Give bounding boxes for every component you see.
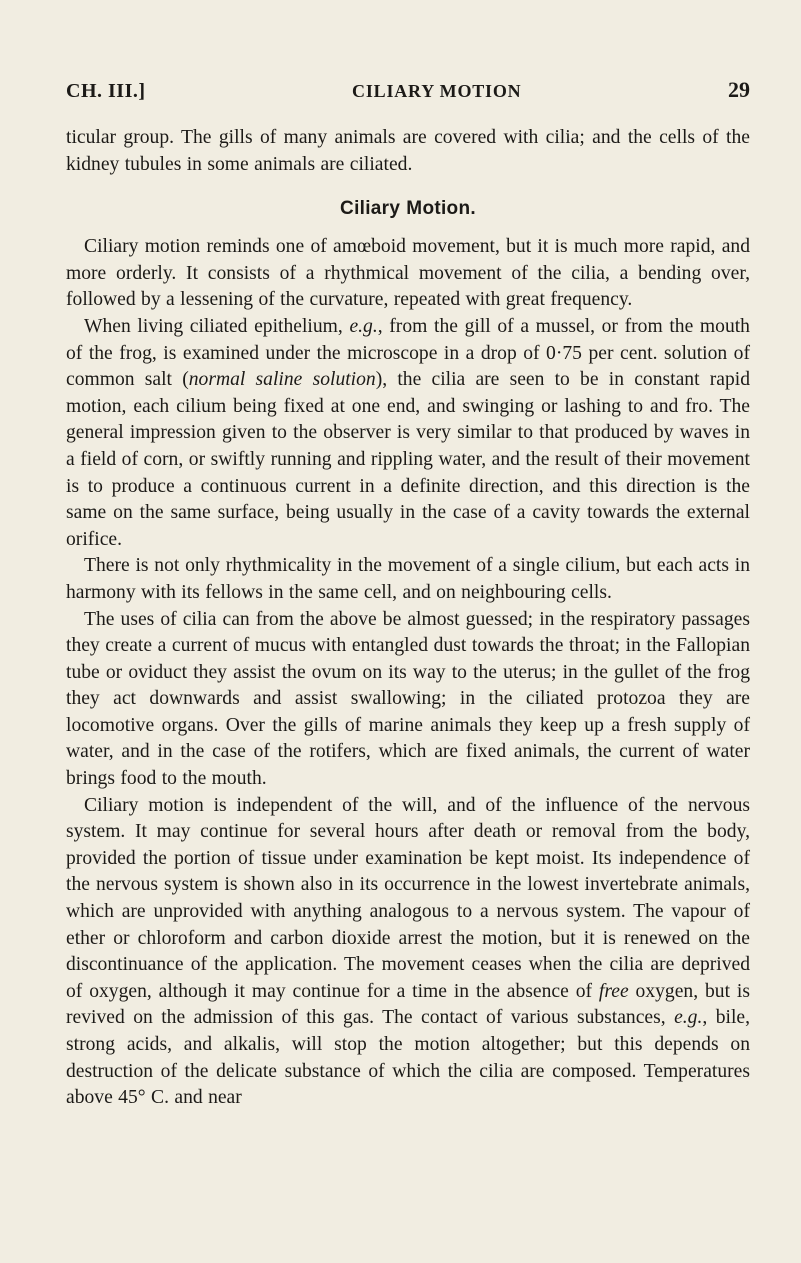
running-title: CILIARY MOTION xyxy=(352,81,522,101)
paragraph-text: When living ciliated epithelium, xyxy=(84,315,350,337)
paragraph-ciliary-motion-definition: Ciliary motion reminds one of amœboid movement, but it is much more rapid, and more orderly. It consists of a rhythmical movement of the cilia, a bending over, followed by a lessening of the curvature, repeated with great frequency. xyxy=(66,236,750,311)
italic-abbreviation: e.g. xyxy=(349,315,378,337)
paragraph-observation xyxy=(66,314,750,553)
paragraph-text: oxygen, but is revived on the admission of this gas. The contact of various substances, xyxy=(66,980,750,1029)
italic-term: normal saline solution xyxy=(188,369,376,391)
carryover-paragraph: ticular group. The gills of many animals are covered with cilia; and the cells of the kidney tubules in some animals are ciliated. xyxy=(66,127,750,175)
italic-word: free xyxy=(598,980,629,1002)
italic-abbreviation: e.g. xyxy=(674,1007,703,1029)
paragraph-uses-of-cilia: The uses of cilia can from the above be almost guessed; in the respiratory passages they create a current of mucus with entangled dust towards the throat; in the Fallopian tube or oviduct they assist the ovum on its way to the uterus; in the gullet of the frog they act downwards and assist swallowing; in the ciliated protozoa they are locomotive organs. Over the gills of marine animals they keep up a fresh supply of water, and in the case of the rotifers, which are fixed animals, the current of water brings food to the mouth. xyxy=(66,608,750,790)
paragraph-text: , bile, strong acids, and alkalis, will stop the motion altogether; but this depends on destruction of the delicate substance of which the cilia are composed. Temperatures above 45° C. and near xyxy=(66,1007,750,1109)
paragraph-rhythmicality: There is not only rhythmicality in the movement of a single cilium, but each acts in harmony with its fellows in the same cell, and on neighbouring cells. xyxy=(66,555,750,603)
chapter-label: CH. III.] xyxy=(66,80,146,102)
paragraph-text: Ciliary motion is independent of the will, and of the influence of the nervous system. It may continue for several hours after death or removal from the body, provided the portion of tissue under examination be kept moist. Its independence of the nervous system is shown also in its occurrence in the lowest invertebrate animals, which are unprovided with anything analogous to a nervous system. The vapour of ether or chloroform and carbon dioxide arrest the motion, but it is renewed on the discontinuance of the application. The movement ceases when the cilia are deprived of oxygen, although it may continue for a time in the absence of xyxy=(66,794,750,1002)
body-text xyxy=(66,125,750,1112)
page-number: 29 xyxy=(728,77,750,102)
paragraph-text: , from the gill of a mussel, or from the mouth of the frog, is examined under the microscope in a drop of 0·75 per cent. solution of common salt ( xyxy=(66,315,750,391)
paragraph-text: ), the cilia are seen to be in constant rapid motion, each cilium being fixed at one end, and swinging or lashing to and fro. The general impression given to the observer is very similar to that produced by waves in a field of corn, or swiftly running and rippling water, and the result of their movement is to produce a continuous current in a definite direction, and this direction is the same on the same surface, being usually in the case of a cavity towards the external orifice. xyxy=(66,369,750,550)
running-head xyxy=(66,78,750,103)
paragraph-independence xyxy=(66,793,750,1112)
section-heading: Ciliary Motion. xyxy=(340,198,476,220)
